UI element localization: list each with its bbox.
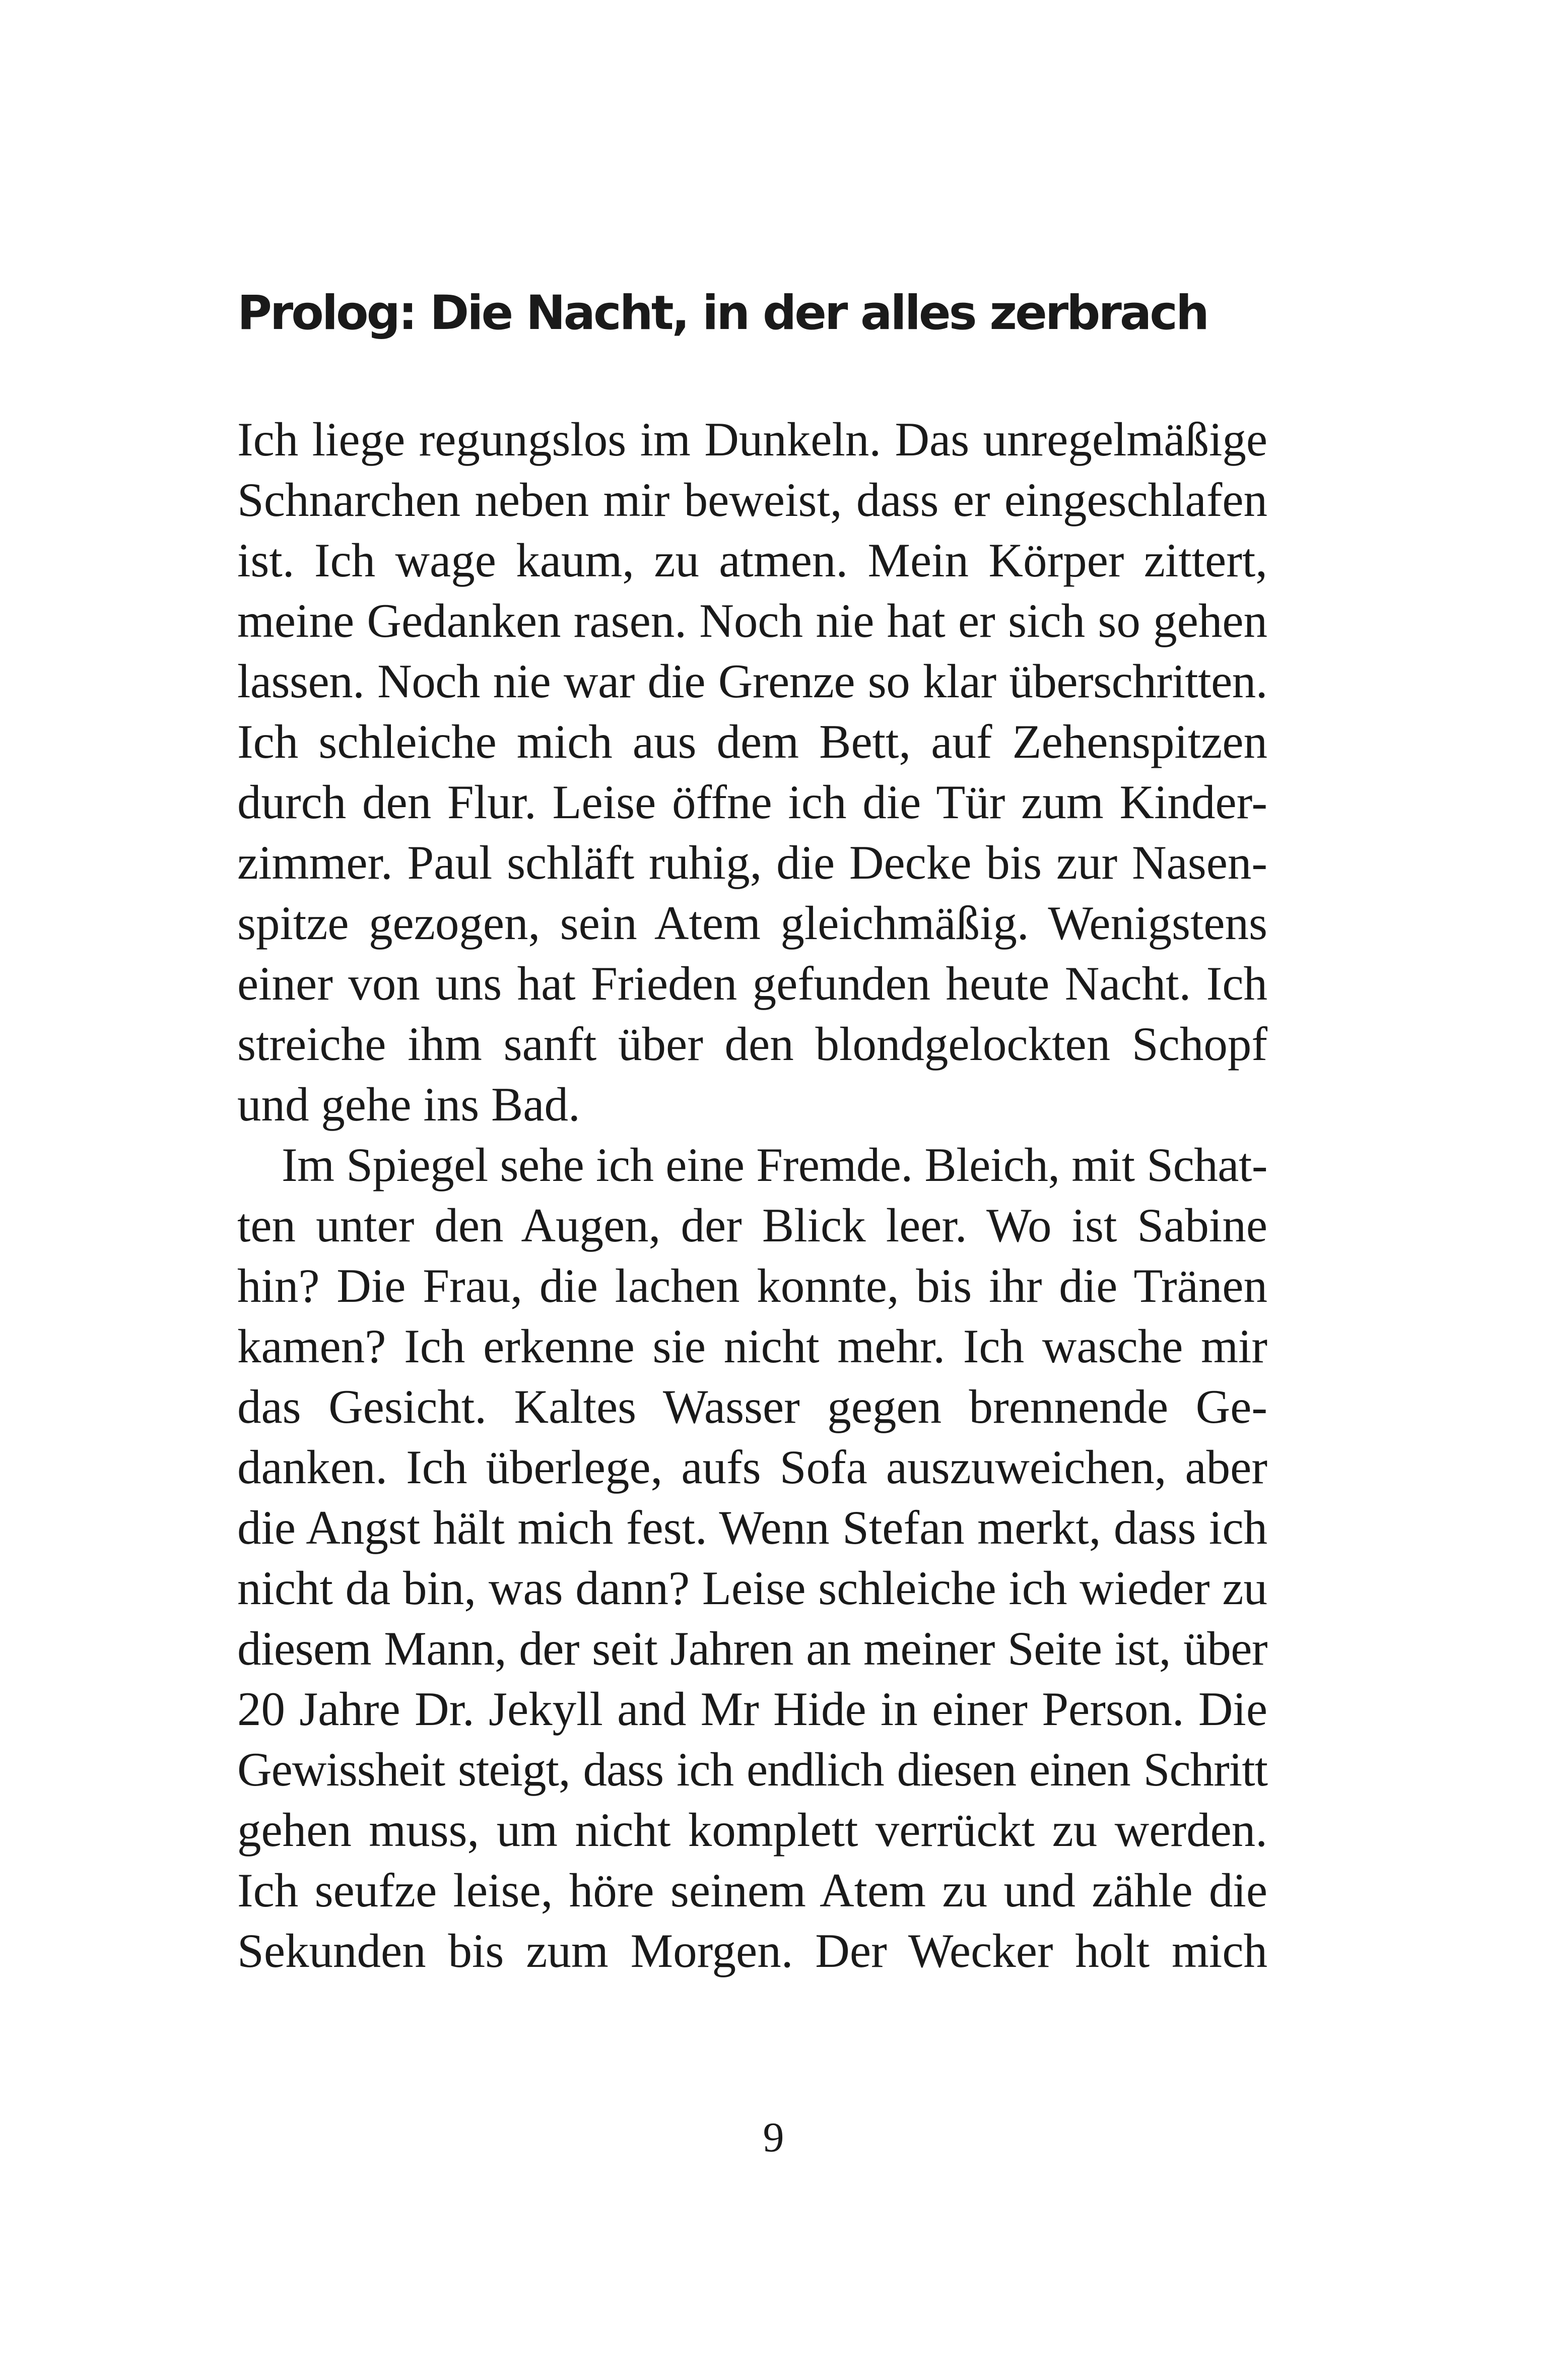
- text-line: das Gesicht. Kaltes Wasser gegen brennende Ge-: [237, 1380, 1267, 1433]
- paragraph-1: [237, 409, 1267, 1135]
- text-line: gehen muss, um nicht komplett verrückt zu werden.: [237, 1803, 1267, 1857]
- paragraph-2: [237, 1135, 1267, 1981]
- text-line: Im Spiegel sehe ich eine Fremde. Bleich, mit Schat-: [282, 1138, 1267, 1192]
- text-line: einer von uns hat Frieden gefunden heute Nacht. Ich: [237, 957, 1267, 1010]
- page-number: 9: [763, 2114, 784, 2161]
- text-line: diesem Mann, der seit Jahren an meiner Seite ist, über: [237, 1622, 1267, 1675]
- text-line: meine Gedanken rasen. Noch nie hat er sich so gehen: [237, 594, 1267, 647]
- text-line: hin? Die Frau, die lachen konnte, bis ihr die Tränen: [237, 1259, 1267, 1312]
- text-line: ten unter den Augen, der Blick leer. Wo ist Sabine: [237, 1199, 1267, 1252]
- text-line: zimmer. Paul schläft ruhig, die Decke bis zur Nasen-: [237, 836, 1267, 889]
- text-line: und gehe ins Bad.: [237, 1078, 580, 1131]
- text-line: kamen? Ich erkenne sie nicht mehr. Ich wasche mir: [237, 1319, 1267, 1373]
- text-line: Gewissheit steigt, dass ich endlich diesen einen Schritt: [237, 1743, 1267, 1796]
- text-line: lassen. Noch nie war die Grenze so klar überschritten.: [237, 654, 1267, 708]
- text-line: Sekunden bis zum Morgen. Der Wecker holt mich: [237, 1924, 1267, 1977]
- text-line: 20 Jahre Dr. Jekyll and Mr Hide in einer Person. Die: [237, 1682, 1267, 1736]
- text-line: spitze gezogen, sein Atem gleichmäßig. Wenigstens: [237, 896, 1267, 950]
- text-line: die Angst hält mich fest. Wenn Stefan merkt, dass ich: [237, 1501, 1267, 1554]
- text-line: Schnarchen neben mir beweist, dass er eingeschlafen: [237, 473, 1267, 526]
- text-line: Ich schleiche mich aus dem Bett, auf Zehenspitzen: [237, 715, 1267, 768]
- text-line: Ich liege regungslos im Dunkeln. Das unregelmäßige: [237, 413, 1267, 466]
- text-line: Ich seufze leise, höre seinem Atem zu und zähle die: [237, 1864, 1267, 1917]
- text-line: durch den Flur. Leise öffne ich die Tür zum Kinder-: [237, 775, 1267, 829]
- text-line: nicht da bin, was dann? Leise schleiche ich wieder zu: [237, 1561, 1267, 1615]
- text-line: danken. Ich überlege, aufs Sofa auszuweichen, aber: [237, 1440, 1267, 1494]
- body-text: [237, 409, 1267, 1981]
- text-line: ist. Ich wage kaum, zu atmen. Mein Körper zittert,: [237, 534, 1267, 587]
- text-line: streiche ihm sanft über den blondgelockten Schopf: [237, 1017, 1267, 1071]
- chapter-title: Prolog: Die Nacht, in der alles zerbrach: [237, 286, 1207, 341]
